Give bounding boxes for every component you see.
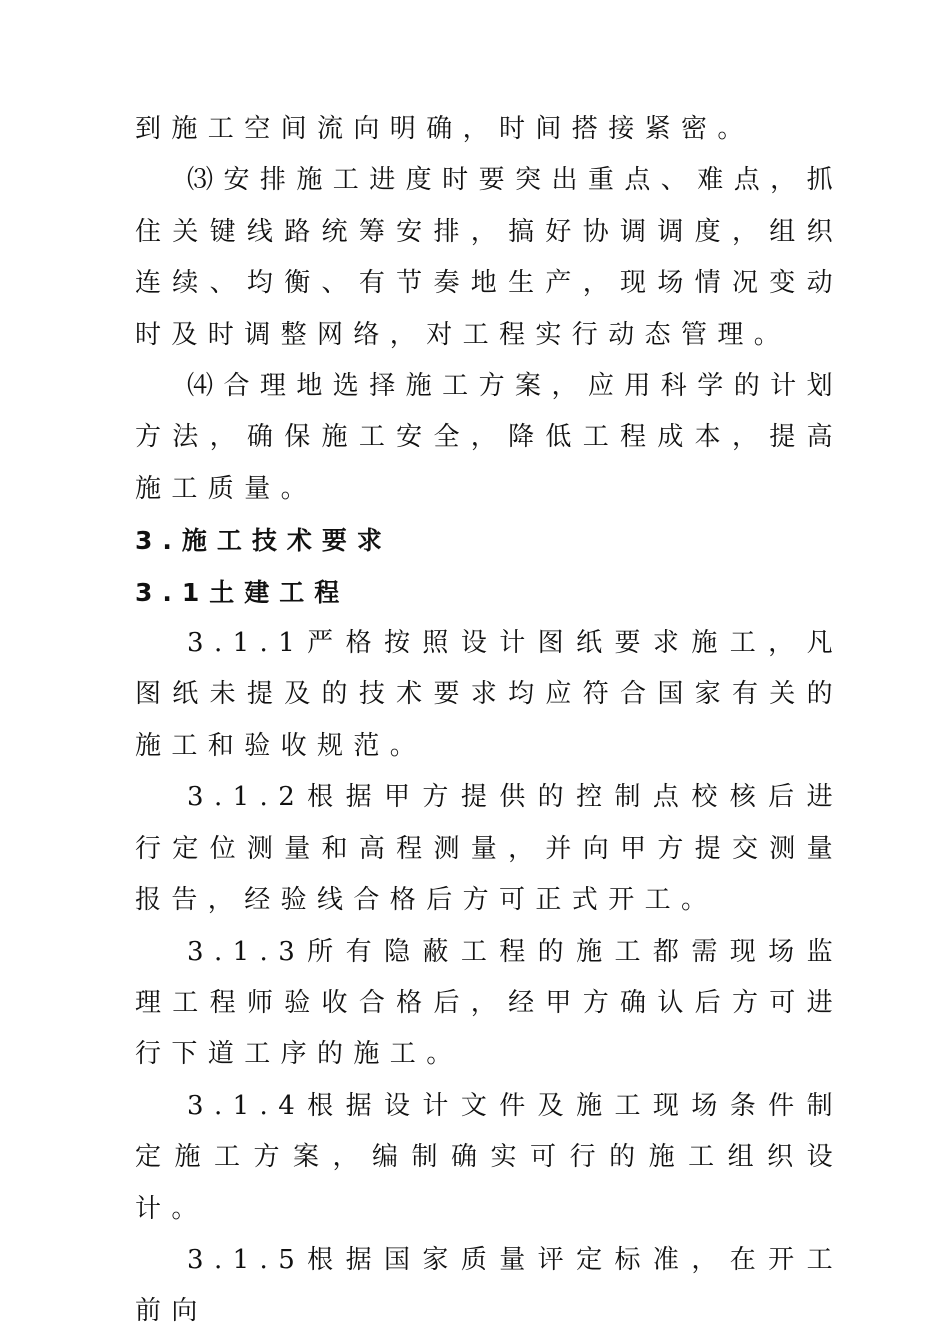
paragraph-3-1-5: 3.1.5根据国家质量评定标准，在开工前向 — [135, 1244, 843, 1327]
paragraph-item-4: ⑷合理地选择施工方案，应用科学的计划方法，确保施工安全，降低工程成本，提高施工质量。 — [135, 371, 843, 504]
paragraph-3-1-4: 3.1.4根据设计文件及施工现场条件制定施工方案，编制确实可行的施工组织设计。 — [135, 1090, 843, 1224]
paragraph-continuation: 到施工空间流向明确，时间搭接紧密。 — [135, 114, 754, 144]
section-heading-3: 3.施工技术要求 — [135, 526, 392, 556]
document-page — [135, 104, 843, 1338]
paragraph-3-1-3: 3.1.3所有隐蔽工程的施工都需现场监理工程师验收合格后，经甲方确认后方可进行下道工序的施工。 — [135, 936, 843, 1070]
paragraph-3-1-1: 3.1.1严格按照设计图纸要求施工，凡图纸未提及的技术要求均应符合国家有关的施工和验收规范。 — [135, 628, 843, 761]
paragraph-item-3: ⑶安排施工进度时要突出重点、难点，抓住关键线路统筹安排，搞好协调调度，组织连续、均衡、有节奏地生产，现场情况变动时及时调整网络，对工程实行动态管理。 — [135, 165, 843, 350]
paragraph-3-1-2: 3.1.2根据甲方提供的控制点校核后进行定位测量和高程测量，并向甲方提交测量报告，经验线合格后方可正式开工。 — [135, 782, 843, 916]
section-heading-3-1: 3.1土建工程 — [135, 577, 350, 607]
